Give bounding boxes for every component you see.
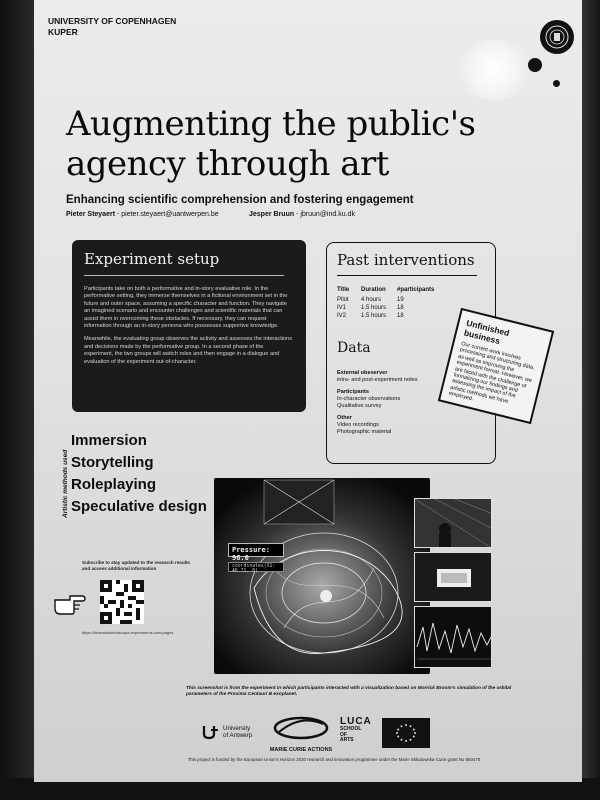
- table-header: #participants: [397, 287, 435, 293]
- funding-statement: This project is funded by the European Union's Horizon 2020 research and innovation programme under the Marie Skłodowska-Curie grant No 860470: [187, 757, 481, 762]
- visualization-thumbnail-waveform: [414, 606, 492, 668]
- data-item: In-character observations: [337, 396, 401, 402]
- marie-curie-swoosh-icon: [273, 716, 329, 740]
- table-header-row: [337, 286, 485, 294]
- author-2-name: Jesper Bruun: [249, 211, 295, 218]
- table-cell: 18: [397, 313, 404, 319]
- light-glare: [454, 40, 534, 100]
- author-2-email: jbruun@ind.ku.dk: [300, 211, 355, 218]
- university-line1: UNIVERSITY OF COPENHAGEN: [48, 16, 177, 26]
- data-item: intra- and post-experiment notes: [337, 377, 418, 383]
- marie-curie-label: MARIE CURIE ACTIONS: [269, 747, 333, 753]
- university-name: [48, 16, 176, 38]
- luca-wordmark: LUCA: [340, 716, 372, 727]
- antwerp-line1: University: [223, 725, 251, 732]
- table-cell: 1.5 hours: [361, 305, 387, 311]
- decor-dot-large: [528, 58, 542, 72]
- poster: [34, 0, 582, 782]
- unfinished-business-body: Our current work involves processing and structuring data, as well as improving the experiment format. However, we are faced with the challenge of formalizing our findings and assessing the impact of the artistic methods we have employed.: [448, 341, 535, 405]
- visualization-thumbnail-silhouette: [414, 498, 492, 548]
- table-cell: Pilot: [337, 297, 349, 303]
- past-interventions-heading: Past interventions: [337, 251, 475, 269]
- experiment-setup-paragraph-1: Participants take on both a performative and in-story evaluative role. In the performative setting, they immerse themselves in a fictional environment set in the future and outer space, assuming a specific character and function. They navigate an imagined scenario and encounter challenges and scientific materials that can assist them in overcoming these obstacles. If necessary, they can request information through an in-story persona who possesses supportive knowledge.: [84, 286, 288, 330]
- experiment-setup-heading: Experiment setup: [84, 250, 220, 268]
- visualization-main-image: [214, 478, 430, 674]
- author-1-email: pieter.steyaert@uantwerpen.be: [121, 211, 219, 218]
- pressure-readout: Pressure: 96.0: [228, 543, 284, 557]
- experiment-setup-paragraph-2: Meanwhile, the evaluating group observes the activity and assesses the interactions and decisions made by the performative group. In a second phase of the experiment, the two groups will switch roles and then engage in a dialogue and evaluation of the experiment out-of-character.: [84, 336, 293, 365]
- antwerp-mark-icon: [202, 724, 220, 740]
- table-cell: 4 hours: [361, 297, 382, 303]
- visualization-thumbnail-glow: [414, 552, 492, 602]
- poster-subtitle: Enhancing scientific comprehension and fostering engagement: [66, 194, 414, 206]
- table-header: Title: [337, 287, 350, 293]
- table-cell: IV1: [337, 305, 347, 311]
- method-item: Speculative design: [71, 498, 207, 515]
- decor-dot-small: [553, 80, 560, 87]
- divider: [84, 275, 284, 276]
- pointing-hand-icon: [52, 588, 88, 616]
- qr-code-icon[interactable]: [100, 580, 144, 624]
- table-cell: 18: [397, 305, 404, 311]
- data-group-label: Other: [337, 415, 352, 421]
- data-item: Qualitative survey: [337, 403, 382, 409]
- luca-line2: OF: [340, 731, 347, 738]
- table-cell: 19: [397, 297, 404, 303]
- author-1-name: Pieter Steyaert: [66, 211, 116, 218]
- author-1: Pieter Steyaert - pieter.steyaert@uantwerpen.be: [66, 211, 219, 218]
- table-cell: 1.5 hours: [361, 313, 387, 319]
- university-line2: KUPER: [48, 27, 78, 37]
- table-cell: IV2: [337, 313, 347, 319]
- luca-line3: ARTS: [340, 737, 354, 743]
- data-heading: Data: [337, 340, 371, 356]
- data-group-label: External obeserver: [337, 370, 388, 376]
- data-group: [337, 415, 485, 436]
- wall-left: [0, 0, 34, 800]
- visualization-caption: This screenshot is from the experiment in which participants interacted with a visualization based on Morrick Broom's simulation of the orbital parameters of the Proxima Centauri B exoplanet.: [186, 686, 512, 697]
- experiment-setup-panel: [72, 240, 306, 412]
- divider: [337, 275, 477, 276]
- marie-curie-logo: [266, 716, 336, 753]
- method-item: Storytelling: [71, 454, 154, 471]
- poster-title: Augmenting the public's agency through art: [66, 104, 476, 184]
- table-row: [337, 296, 485, 304]
- table-header: Duration: [361, 287, 386, 293]
- subscribe-url[interactable]: https://kharonkaleidoscope-experiments.com/pages: [82, 630, 174, 635]
- university-of-antwerp-logo: [202, 724, 252, 740]
- data-item: Video recordings: [337, 422, 379, 428]
- artistic-methods-label: Artistic methods used: [62, 449, 69, 518]
- university-seal-icon: [540, 20, 574, 54]
- author-2: Jesper Bruun - jbruun@ind.ku.dk: [249, 211, 355, 218]
- subscribe-text: Subscribe to stay updated to the research results and access additional information: [82, 560, 190, 571]
- luca-school-of-arts-logo: [340, 716, 372, 744]
- unfinished-business-title: Unfinished business: [462, 317, 511, 347]
- luca-line1: SCHOOL: [340, 726, 362, 732]
- eu-flag-icon: [382, 718, 430, 748]
- coordinates-readout: coordinates(X1: 46.71, 0): [228, 562, 284, 572]
- data-group-label: Participants: [337, 389, 370, 395]
- method-item: Roleplaying: [71, 476, 157, 493]
- artistic-methods-list: [71, 430, 207, 518]
- method-item: Immersion: [71, 432, 147, 449]
- visualization-collage: [194, 478, 496, 674]
- antwerp-line2: of Antwerp: [223, 732, 253, 739]
- data-item: Photographic material: [337, 429, 392, 435]
